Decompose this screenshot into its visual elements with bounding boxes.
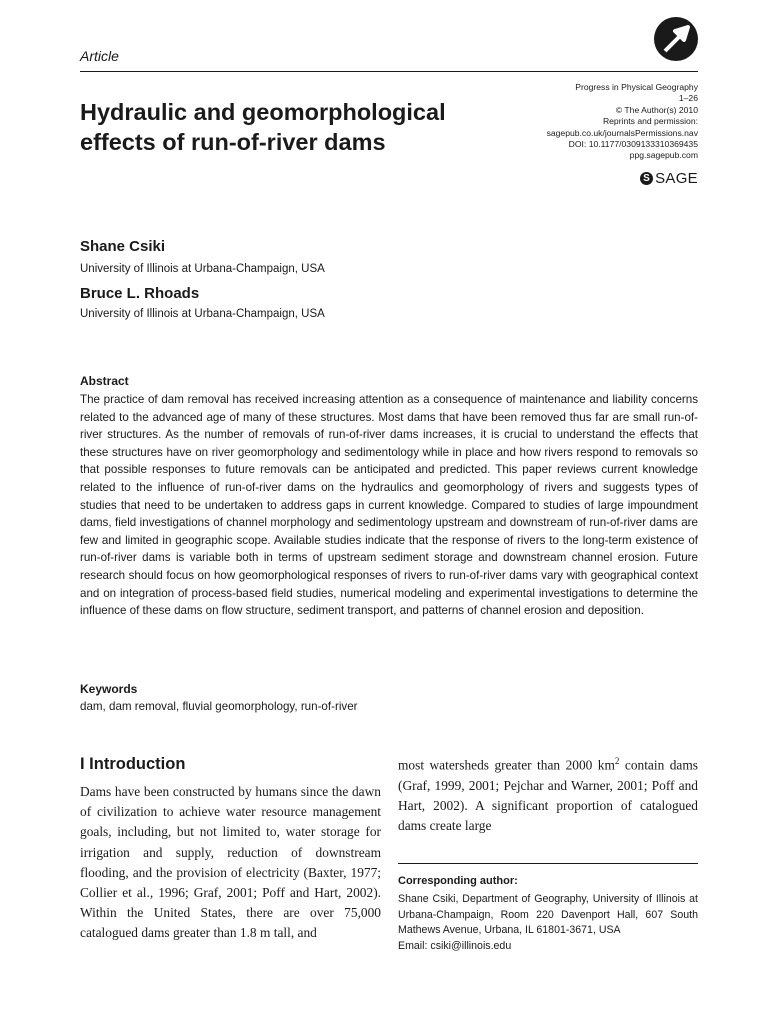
keywords-heading: Keywords [80, 682, 138, 696]
header-rule [80, 71, 698, 72]
email-link[interactable]: csiki@illinois.edu [430, 939, 512, 952]
keywords-text: dam, dam removal, fluvial geomorphology, run-of-river [80, 700, 358, 713]
introduction-left-column: Dams have been constructed by humans since the dawn of civilization to achieve water resource management goals, including, but not limited to, water storage for irrigation and supply, reduction of downstream flooding, and the provision of electricity (Baxter, 1977; Collier et al., 1996; Graf, 2001; Poff and Hart, 2002). Within the United States, there are over 75,000 catalogued dams greater than 1.8 m tall, and [80, 784, 381, 941]
introduction-right-column [398, 751, 698, 836]
doi[interactable]: DOI: 10.1177/0309133310369435 [568, 139, 698, 150]
copyright: © The Author(s) 2010 [615, 104, 698, 115]
author-name-2: Bruce L. Rhoads [80, 285, 200, 302]
corresponding-author-heading: Corresponding author: [398, 875, 518, 887]
introduction-heading: I Introduction [80, 755, 186, 773]
footnote-rule [398, 863, 698, 864]
publisher-logo-text: SAGE [655, 170, 698, 187]
reprints-label: Reprints and permission: [602, 116, 698, 127]
journal-url[interactable]: ppg.sagepub.com [629, 150, 698, 161]
sage-s-icon: S [640, 172, 653, 185]
author-name-1: Shane Csiki [80, 238, 166, 255]
superscript: 2 [614, 756, 620, 766]
author-affiliation-1: University of Illinois at Urbana-Champaign, USA [80, 263, 325, 275]
article-type-label: Article [80, 48, 119, 64]
article-title: Hydraulic and geomorphological effects of run-of-river dams [80, 99, 446, 155]
abstract-heading: Abstract [80, 374, 129, 388]
right-column-text-end: contain dams (Graf, 1999, 2001; Pejchar and Warner, 2001; Poff and Hart, 2002). A significant proportion of catalogued dams create large [398, 757, 699, 834]
permissions-link[interactable]: sagepub.co.uk/journalsPermissions.nav [546, 127, 698, 138]
arrow-badge-icon [653, 16, 699, 62]
journal-metadata [478, 82, 698, 162]
right-column-text-start: most watersheds greater than 2000 km [398, 757, 615, 773]
publisher-logo [640, 170, 698, 187]
corresponding-author-details [398, 892, 698, 954]
corresponding-author-address: Shane Csiki, Department of Geography, University of Illinois at Urbana-Champaign, Room 220 Davenport Hall, 607 South Mathews Avenue, Urbana, IL 61801-3671, USA [398, 893, 698, 937]
email-label: Email: [398, 939, 431, 952]
journal-name: Progress in Physical Geography [575, 82, 698, 92]
abstract-text: The practice of dam removal has received increasing attention as a consequence of maintenance and liability concerns related to the advanced age of many of these structures. Most dams that have been removed thus far are small run-of-river structures. As the number of removals of run-of-river dams increases, it is crucial to understand the effects that these structures have on river geomorphology and sedimentology while in place and how rivers respond to removals so that possible responses to future removals can be anticipated and predicted. This paper reviews current knowledge related to the influence of run-of-river dams on the hydraulics and geomorphology of rivers and suggests types of studies that need to be undertaken to address gaps in current knowledge. Compared to studies of large impoundment dams, field investigations of channel morphology and sedimentology upstream and downstream of run-of-river dams are few and limited in geographic scope. Available studies indicate that the response of rivers to the long-term existence of run-of-river dams is variable both in terms of upstream sediment storage and downstream channel erosion. Future research should focus on how geomorphological responses of rivers to run-of-river dams vary with geographical context and on integration of process-based field studies, numerical modeling and experimental investigations to determine the influence of these dams on flow structure, sediment transport, and patterns of channel erosion and deposition. [80, 393, 698, 618]
page-range: 1–26 [678, 93, 698, 104]
author-affiliation-2: University of Illinois at Urbana-Champaign, USA [80, 308, 325, 320]
